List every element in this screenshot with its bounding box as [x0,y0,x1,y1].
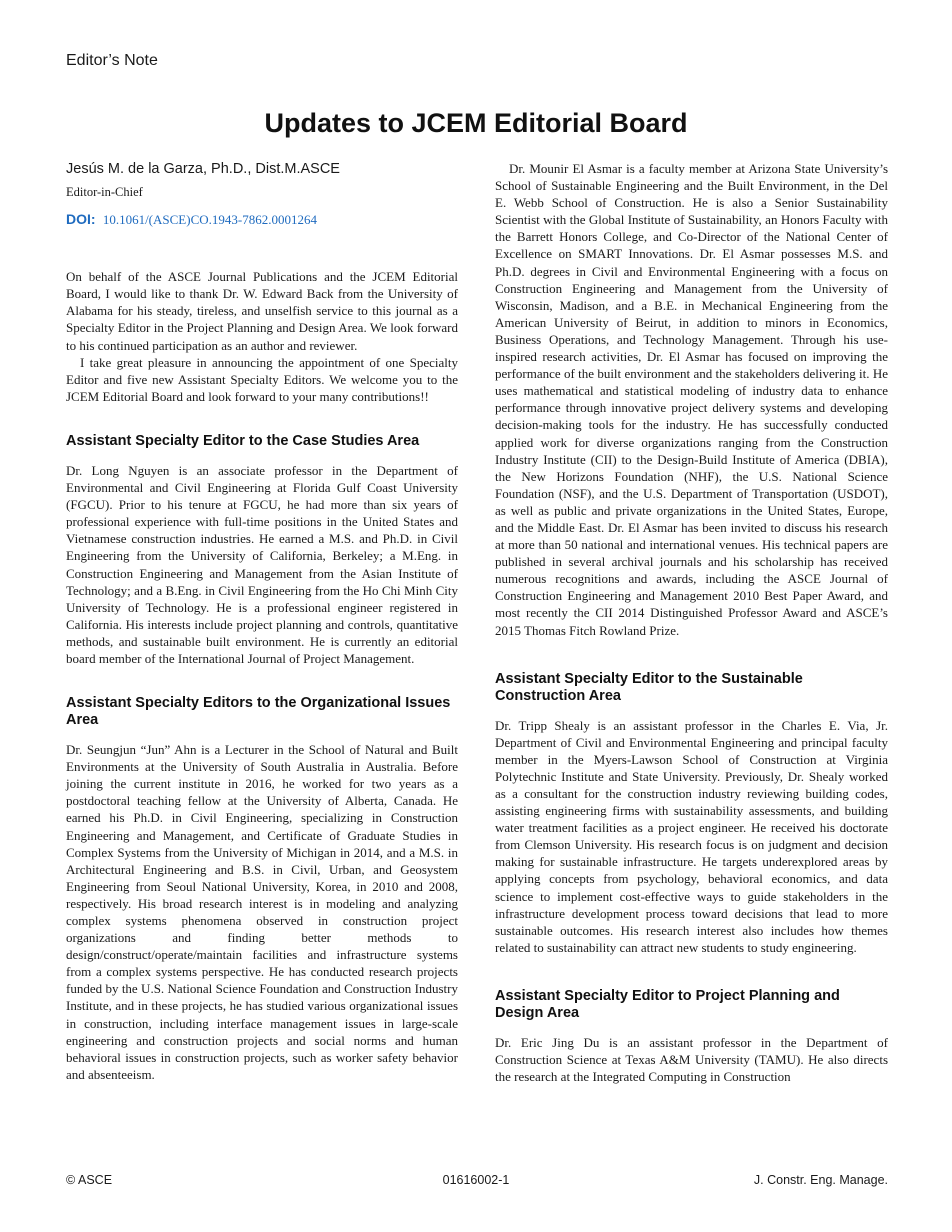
left-column [66,160,458,1083]
body-organizational-ahn: Dr. Seungjun “Jun” Ahn is a Lecturer in the School of Natural and Built Environments at the University of South Australia in Australia. Before joining the current institute in 2016, he worked for two years as a postdoctoral teaching fellow at the University of Alberta, Canada. He earned his Ph.D. in Civil Engineering, specializing in Construction Engineering and Management, and Certificate of Graduate Studies in Complex Systems from the University of Michigan in 2014, and a M.S. in Architectural Engineering and B.S. in Civil, Urban, and Geosystem Engineering from Seoul National University, Korea, in 2010 and 2008, respectively. His broad research interest is in modeling and analyzing complex systems phenomena observed in construction project organizations and finding better methods to design/construct/operate/maintain facilities and infrastructure systems from a complex systems perspective. He has conducted research projects funded by the U.S. National Science Foundation and Construction Industry Institute, and in these projects, he has studied various organizational issues in construction, including interface management issues in large-scale engineering and construction projects and social norms and human behavioral issues in construction projects, such as worker safety behavior and absenteeism. [66,742,458,1082]
author-role: Editor-in-Chief [66,185,143,199]
article-type-label: Editor’s Note [66,52,158,69]
body-sustainable: Dr. Tripp Shealy is an assistant professor in the Charles E. Via, Jr. Department of Civil and Environmental Engineering and principal faculty member in the Myers-Lawson School of Construction at Virginia Polytechnic Institute and State University. Previously, Dr. Shealy worked as a consultant for the construction industry reviewing building codes, assisting engineering firms with sustainability assessments, and building water treatment facilities as a project engineer. He received his doctorate from Clemson University. His research focus is on judgment and decision making for sustainable infrastructure. He targets underexplored areas by applying concepts from psychology, behavioral economics, and data science to implement cost-effective ways to guide stakeholders in the infrastructure development process toward decisions that lead to more sustainable outcomes. His research interest also includes how themes related to sustainability can attract new students to study engineering. [495,717,888,955]
doi-line [66,211,458,228]
right-column [495,160,888,1085]
intro-paragraph-1: On behalf of the ASCE Journal Publications and the JCEM Editorial Board, I would like to thank Dr. W. Edward Back from the University of Alabama for his steady, tireless, and unselfish service to this journal as a Specialty Editor in the Project Planning and Design Area. We look forward to his continued participation as an author and reviewer. [66,269,458,353]
body-planning: Dr. Eric Jing Du is an assistant professor in the Department of Construction Science at Texas A&M University (TAMU). He also directs the research at the Integrated Computing in Construction [495,1034,888,1085]
doi-label: DOI: [66,211,96,228]
heading-organizational: Assistant Specialty Editors to the Organizational Issues Area [66,695,451,729]
author-name: Jesús M. de la Garza, Ph.D., Dist.M.ASCE [66,161,340,177]
intro-paragraph-2: I take great pleasure in announcing the appointment of one Specialty Editor and five new Assistant Specialty Editors. We welcome you to the JCEM Editorial Board and look forward to your many contributions!! [66,354,458,404]
body-organizational-elasmar: Dr. Mounir El Asmar is a faculty member at Arizona State University’s School of Sustainable Engineering and the Built Environment, in the Del E. Webb School of Construction. He is also a Senior Sustainability Scientist with the Global Institute of Sustainability, an Honors Faculty with the Barrett Honors College, and Co-Director of the National Center of Excellence on SMART Innovations. Dr. El Asmar possesses M.S. and Ph.D. degrees in Civil and Environmental Engineering with a focus on Construction Engineering and Management from the University of Wisconsin, Madison, and a B.E. in Mechanical Engineering from the American University of Beirut, in addition to minors in Economics, Business Operations, and Technology Management. Through his use-inspired research activities, Dr. El Asmar has focused on improving the performance of the built environment and the stakeholders delivering it. He uses mathematical and statistical modeling of industry data to enhance performance through innovative project delivery systems and developing decision-making tools for the industry. He has successfully conducted applied work for diverse organizations ranging from the Construction Industry Institute (CII) to the Design-Build Institute of America (DBIA), the New Horizons Foundation (NHF), the U.S. National Science Foundation (NSF), and the U.S. Department of Transportation (USDOT), as well as public and private organizations in the United States, Europe, and the Middle East. Dr. El Asmar has been invited to discuss his research at more than 50 national and international venues. His technical papers are published in several archival journals and his scholarship has received numerous recognitions and awards, including the ASCE Journal of Construction Engineering and Management 2010 Best Paper Award, and most recently the CII 2014 Distinguished Professor Award and ASCE’s 2015 Thomas Fitch Rowland Prize. [495,161,888,638]
body-case-studies: Dr. Long Nguyen is an associate professor in the Department of Environmental and Civil Engineering at Florida Gulf Coast University (FGCU). Prior to his tenure at FGCU, he had more than six years of professional experience with full-time positions in the United States and Vietnamese construction industries. He earned a M.S. and Ph.D. in Civil Engineering from the University of California, Berkeley; a M.Eng. in Construction Engineering and Management from the Asian Institute of Technology; and a B.Eng. in Civil Engineering from the Ho Chi Minh City University of Technology. He is a professional engineer registered in California. His interests include project planning and controls, quantitative methods, and sustainable built environment. He is currently an editorial board member of the International Journal of Project Management. [66,462,458,666]
footer-article-number: 01616002-1 [442,1173,510,1187]
heading-planning: Assistant Specialty Editor to Project Planning and Design Area [495,987,840,1021]
article-title: Updates to JCEM Editorial Board [264,108,688,138]
heading-case-studies: Assistant Specialty Editor to the Case Studies Area [66,432,420,449]
footer-journal: J. Constr. Eng. Manage. [753,1173,888,1187]
heading-sustainable: Assistant Specialty Editor to the Sustainable Construction Area [495,670,803,704]
doi-link[interactable]: 10.1061/(ASCE)CO.1943-7862.0001264 [102,212,317,228]
footer-copyright: © ASCE [66,1173,113,1187]
